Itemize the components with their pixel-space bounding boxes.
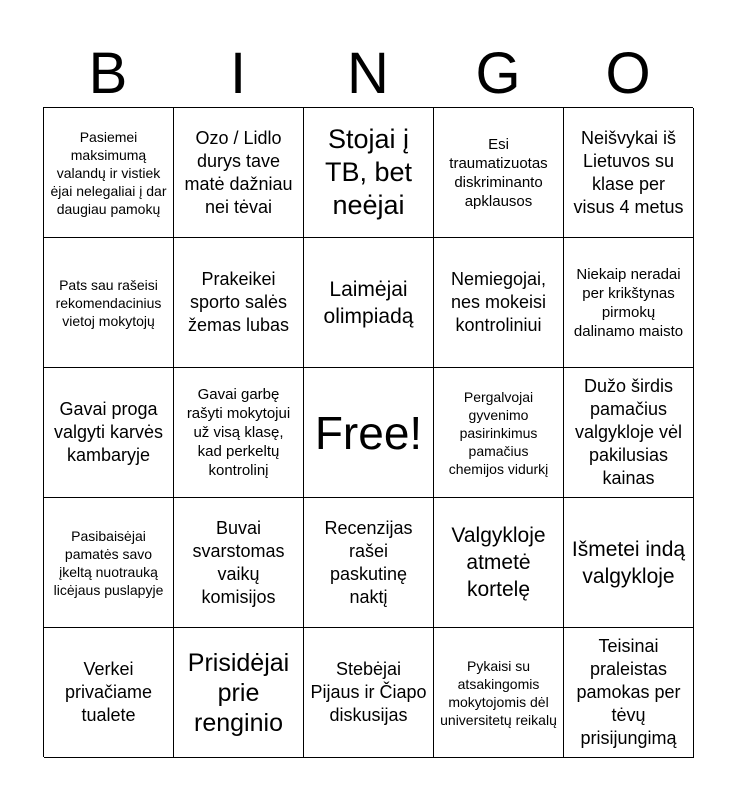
cell-text: Esi traumatizuotas diskriminanto apklausos [449,135,548,210]
bingo-cell-r3c2[interactable] [174,368,304,498]
bingo-cell-r4c5[interactable] [564,498,694,628]
cell-text: Ozo / Lidlo durys tave matė dažniau nei tėvai [184,127,293,217]
bingo-cell-r2c2[interactable] [174,238,304,368]
bingo-cell-r2c1[interactable] [44,238,174,368]
bingo-cell-r3c4[interactable] [434,368,564,498]
bingo-header [43,40,693,108]
cell-text: Teisinai praleistas pamokas per tėvų prisijungimą [576,636,681,748]
bingo-cell-r2c3[interactable] [304,238,434,368]
cell-text: Išmetei indą valgykloje [571,537,686,588]
cell-text: Gavai proga valgyti karvės kambaryje [53,399,164,465]
header-letter-o: O [605,41,651,106]
bingo-cell-r1c2[interactable] [174,108,304,238]
bingo-cell-r5c2[interactable] [174,628,304,758]
bingo-cell-r1c4[interactable] [434,108,564,238]
cell-text: Pykaisi su atsakingomis mokytojomis dėl universitetų reikalų [440,657,557,728]
cell-text: Pergalvojai gyvenimo pasirinkimus pamačius chemijos vidurkį [448,388,549,477]
header-letter-b: B [88,41,128,106]
header-letter-i: I [229,41,247,106]
cell-text: Laimėjai olimpiadą [323,277,414,328]
cell-text: Pats sau rašeisi rekomendacinius vietoj mokytojų [55,276,162,329]
bingo-cell-r1c3[interactable] [304,108,434,238]
bingo-cell-r2c5[interactable] [564,238,694,368]
bingo-cell-r2c4[interactable] [434,238,564,368]
bingo-cell-r5c3[interactable] [304,628,434,758]
bingo-cell-r4c2[interactable] [174,498,304,628]
cell-text: Pasibaisėjai pamatės savo įkeltą nuotrauką licėjaus puslapyje [53,527,164,598]
cell-text: Neišvykai iš Lietuvos su klase per visus 4 metus [573,127,684,217]
cell-text: Gavai garbę rašyti mokytojui už visą klasę, kad perkeltų kontrolinį [186,386,291,479]
cell-text: Recenzijas rašei paskutinę naktį [324,517,413,607]
bingo-cell-r5c5[interactable] [564,628,694,758]
bingo-grid [43,107,693,757]
bingo-cell-r3c1[interactable] [44,368,174,498]
cell-text: Prakeikei sporto salės žemas lubas [187,269,290,335]
bingo-cell-r5c1[interactable] [44,628,174,758]
cell-text: Nemiegojai, nes mokeisi kontroliniui [450,269,547,335]
cell-text: Prisidėjai prie renginio [187,648,290,737]
header-letter-n: N [347,41,389,106]
header-letter-g: G [475,41,521,106]
cell-text: Verkei privačiame tualete [64,659,153,725]
bingo-cell-r5c4[interactable] [434,628,564,758]
cell-text: Niekaip neradai per krikštynas pirmokų dalinamo maisto [573,265,684,340]
bingo-cell-r4c4[interactable] [434,498,564,628]
cell-text: Pasiemei maksimumą valandų ir vistiek ėjai nelegaliai į dar daugiau pamokų [50,128,167,217]
bingo-cell-r1c1[interactable] [44,108,174,238]
bingo-cell-r1c5[interactable] [564,108,694,238]
free-space-text: Free! [314,406,423,459]
cell-text: Stebėjai Pijaus ir Čiapo diskusijas [310,659,427,725]
bingo-cell-r3c5[interactable] [564,368,694,498]
cell-text: Buvai svarstomas vaikų komisijos [192,517,285,607]
bingo-cell-r4c1[interactable] [44,498,174,628]
bingo-cell-r4c3[interactable] [304,498,434,628]
cell-text: Valgykloje atmetė kortelę [451,524,546,601]
bingo-cell-r3c3-free[interactable] [304,368,434,498]
cell-text: Stojai į TB, bet neėjai [324,124,413,220]
cell-text: Dužo širdis pamačius valgykloje vėl pakilusias kainas [574,376,683,488]
